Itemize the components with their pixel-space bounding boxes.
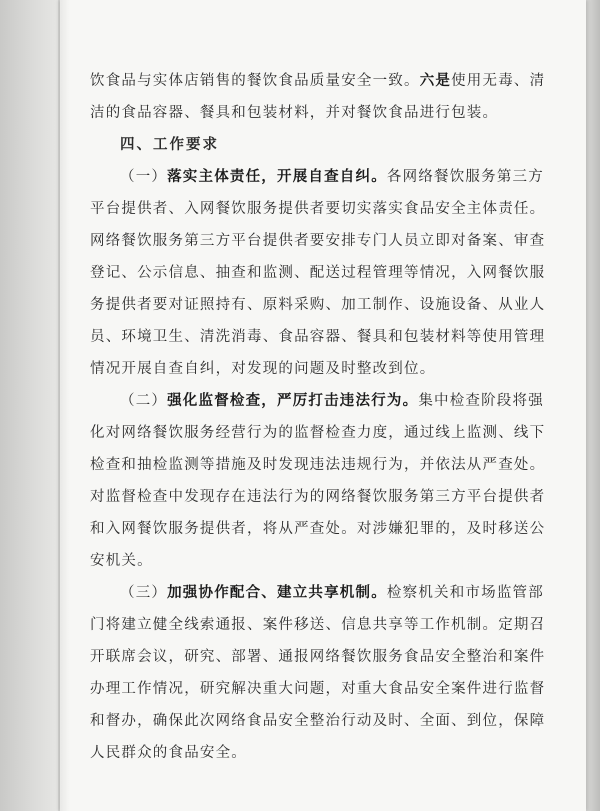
text-line: 化对网络餐饮服务经营行为的监督检查力度，通过线上监测、线下 [90,425,546,441]
text-line: 开联席会议，研究、部署、通报网络餐饮服务食品安全整治和案件 [90,649,546,665]
subsection-heading-line: （三）加强协作配合、建立共享机制。检察机关和市场监管部 [120,584,544,601]
text-line: 饮食品与实体店销售的餐饮食品质量安全一致。六是使用无毒、清 [90,72,546,89]
right-margin-background [586,0,600,811]
subsection-heading-line: （二）强化监督检查，严厉打击违法行为。集中检查阶段将强 [120,392,544,409]
text-line: 员、环境卫生、清洗消毒、食品容器、餐具和包装材料等使用管理 [90,329,546,345]
left-margin-background [0,0,58,811]
text-line: 安机关。 [90,553,153,569]
text-line: 网络餐饮服务第三方平台提供者要安排专门人员立即对备案、审查 [90,233,546,249]
text-line: 和入网餐饮服务提供者，将从严查处。对涉嫌犯罪的，及时移送公 [90,521,546,537]
text-line: 和督办，确保此次网络食品安全整治行动及时、全面、到位，保障 [90,713,546,729]
section-heading: 四、工作要求 [120,136,219,153]
text-line: 情况开展自查自纠，对发现的问题及时整改到位。 [90,361,436,377]
page-fold-shadow [60,0,70,811]
subsection-heading-line: （一）落实主体责任，开展自查自纠。各网络餐饮服务第三方 [120,168,544,185]
text-line: 对监督检查中发现存在违法行为的网络餐饮服务第三方平台提供者 [90,489,546,505]
text-line: 门将建立健全线索通报、案件移送、信息共享等工作机制。定期召 [90,617,546,633]
text-line: 平台提供者、入网餐饮服务提供者要切实落实食品安全主体责任。 [90,201,546,217]
text-line: 检查和抽检监测等措施及时发现违法违规行为，并依法从严查处。 [90,457,546,473]
text-line: 洁的食品容器、餐具和包装材料，并对餐饮食品进行包装。 [90,105,499,121]
text-line: 务提供者要对证照持有、原料采购、加工制作、设施设备、从业人 [90,297,546,313]
text-line: 人民群众的食品安全。 [90,745,247,761]
text-line: 登记、公示信息、抽查和监测、配送过程管理等情况，入网餐饮服 [90,265,546,281]
text-line: 办理工作情况，研究解决重大问题，对重大食品安全案件进行监督 [90,681,546,697]
